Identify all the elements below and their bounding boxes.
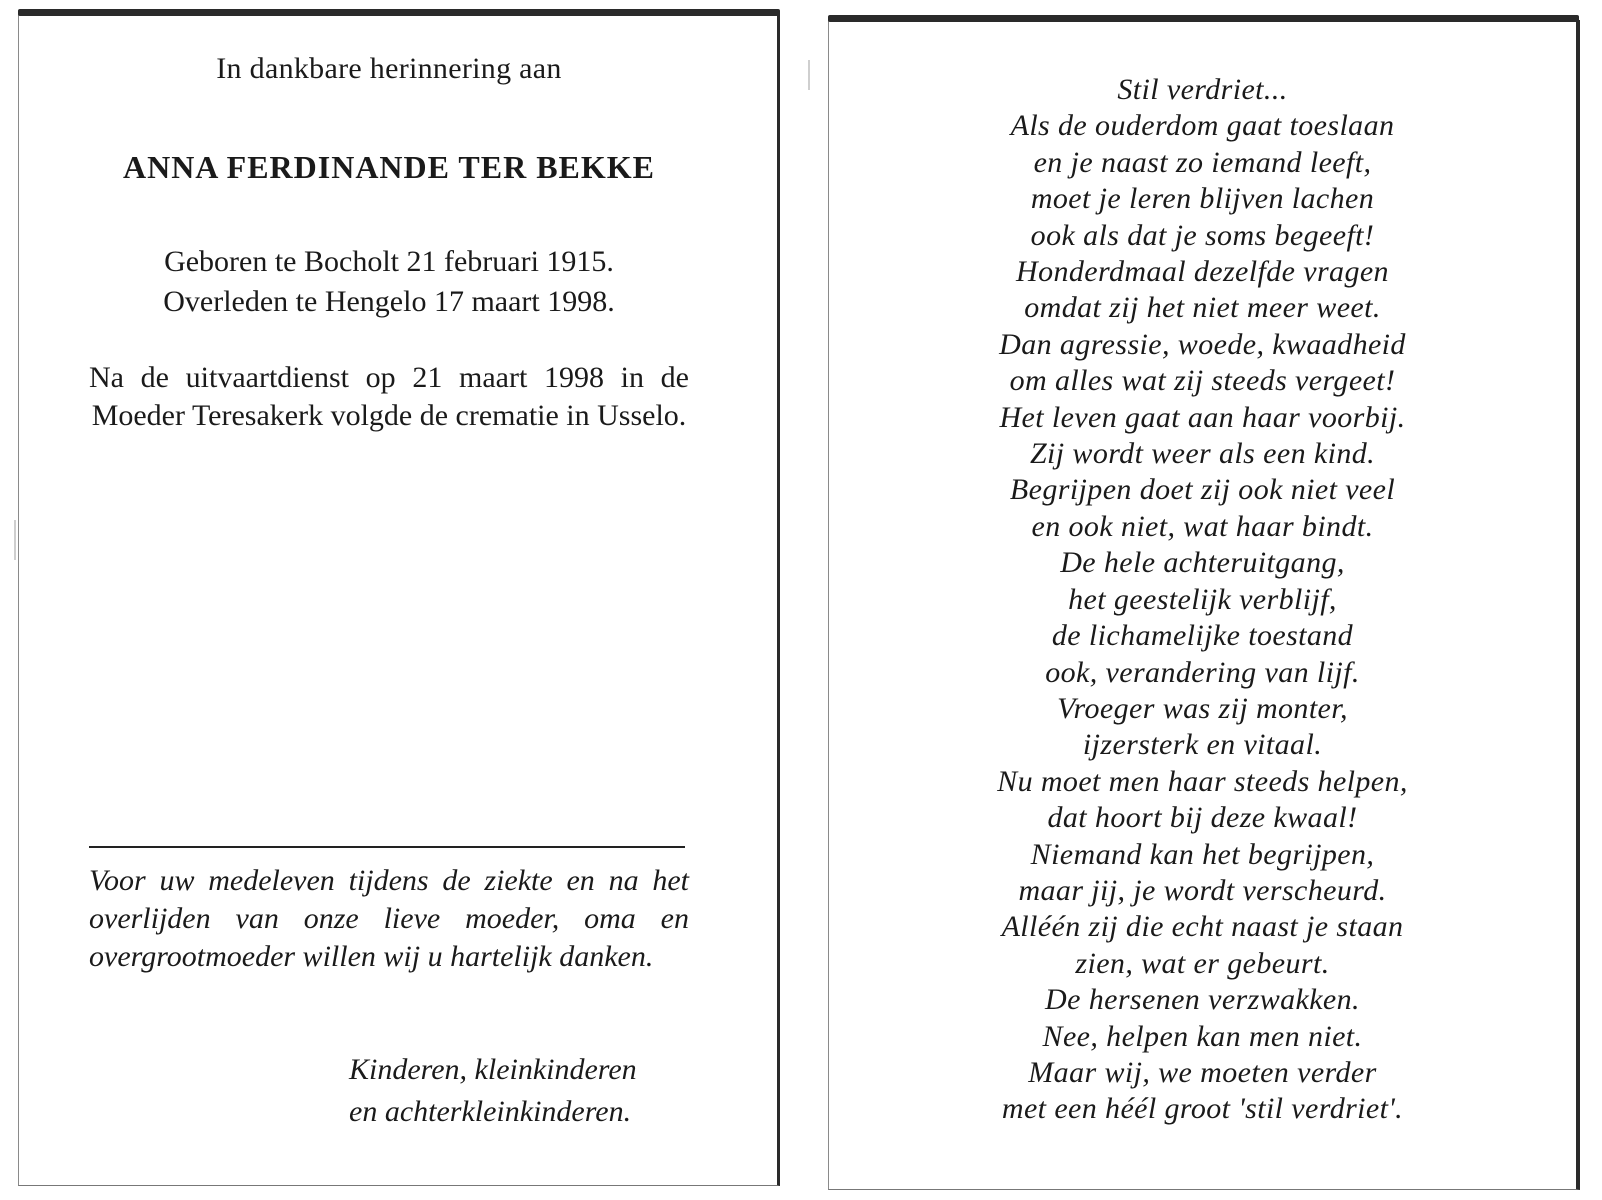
poem-line: Honderdmaal dezelfde vragen	[1016, 255, 1389, 289]
poem-line: met een héél groot 'stil verdriet'.	[1001, 1092, 1404, 1126]
poem-line: Niemand kan het begrijpen,	[1030, 837, 1375, 871]
poem-line: Als de ouderdom gaat toeslaan	[1010, 109, 1395, 143]
poem-line: Nu moet men haar steeds helpen,	[997, 764, 1408, 798]
life-dates	[89, 242, 689, 322]
funeral-text: Na de uitvaartdienst op 21 maart 1998 in de Moeder Teresakerk volgde de crematie in Usselo.	[89, 361, 689, 432]
poem-line: ook, verandering van lijf.	[1045, 655, 1360, 689]
poem-line: zien, wat er gebeurt.	[1075, 946, 1330, 980]
poem-line: Dan agressie, woede, kwaadheid	[999, 327, 1406, 361]
poem-line: moet je leren blijven lachen	[1030, 182, 1375, 216]
poem-line: en ook niet, wat haar bindt.	[1031, 509, 1374, 543]
divider-line	[89, 846, 685, 848]
poem	[829, 72, 1576, 1128]
thanks-text: Voor uw medeleven tijdens de ziekte en na het overlijden van onze lieve moeder, oma en overgrootmoeder willen wij u hartelijk danken.	[89, 864, 689, 973]
card-top-edge	[18, 9, 780, 16]
intro-text: In dankbare herinnering aan	[216, 52, 562, 85]
poem-line: dat hoort bij deze kwaal!	[1047, 801, 1358, 835]
death-line: Overleden te Hengelo 17 maart 1998.	[163, 285, 615, 318]
poem-line: Nee, helpen kan men niet.	[1042, 1019, 1363, 1053]
scan-artifact	[14, 520, 16, 560]
poem-line: de lichamelijke toestand	[1051, 619, 1354, 653]
poem-line: Maar wij, we moeten verder	[1028, 1055, 1377, 1089]
poem-line: en je naast zo iemand leeft,	[1033, 145, 1372, 179]
card-top-edge	[828, 15, 1579, 22]
poem-line: De hele achteruitgang,	[1060, 546, 1345, 580]
poem-line: De hersenen verzwakken.	[1045, 983, 1360, 1017]
poem-line: Begrijpen doet zij ook niet veel	[1009, 473, 1396, 507]
signature-block	[349, 1049, 637, 1133]
poem-line: het geestelijk verblijf,	[1068, 582, 1337, 616]
signature-line: en achterkleinkinderen.	[349, 1095, 632, 1128]
deceased-name: ANNA FERDINANDE TER BEKKE	[122, 149, 656, 185]
birth-line: Geboren te Bocholt 21 februari 1915.	[164, 245, 614, 278]
poem-line: om alles wat zij steeds vergeet!	[1009, 364, 1396, 398]
poem-line: maar jij, je wordt verscheurd.	[1018, 873, 1387, 907]
poem-line: omdat zij het niet meer weet.	[1024, 291, 1381, 325]
poem-line: Alléén zij die echt naast je staan	[1001, 910, 1404, 944]
poem-line: Het leven gaat aan haar voorbij.	[999, 400, 1406, 434]
memorial-card-front	[18, 14, 780, 1186]
poem-line: Zij wordt weer als een kind.	[1029, 437, 1376, 471]
poem-line: ook als dat je soms begeeft!	[1030, 218, 1375, 252]
memorial-card-back	[828, 20, 1580, 1190]
poem-line: ijzersterk en vitaal.	[1082, 728, 1323, 762]
poem-line: Stil verdriet...	[1117, 73, 1288, 106]
signature-line: Kinderen, kleinkinderen	[349, 1053, 637, 1086]
scan-artifact	[808, 60, 810, 90]
poem-line: Vroeger was zij monter,	[1057, 691, 1348, 725]
